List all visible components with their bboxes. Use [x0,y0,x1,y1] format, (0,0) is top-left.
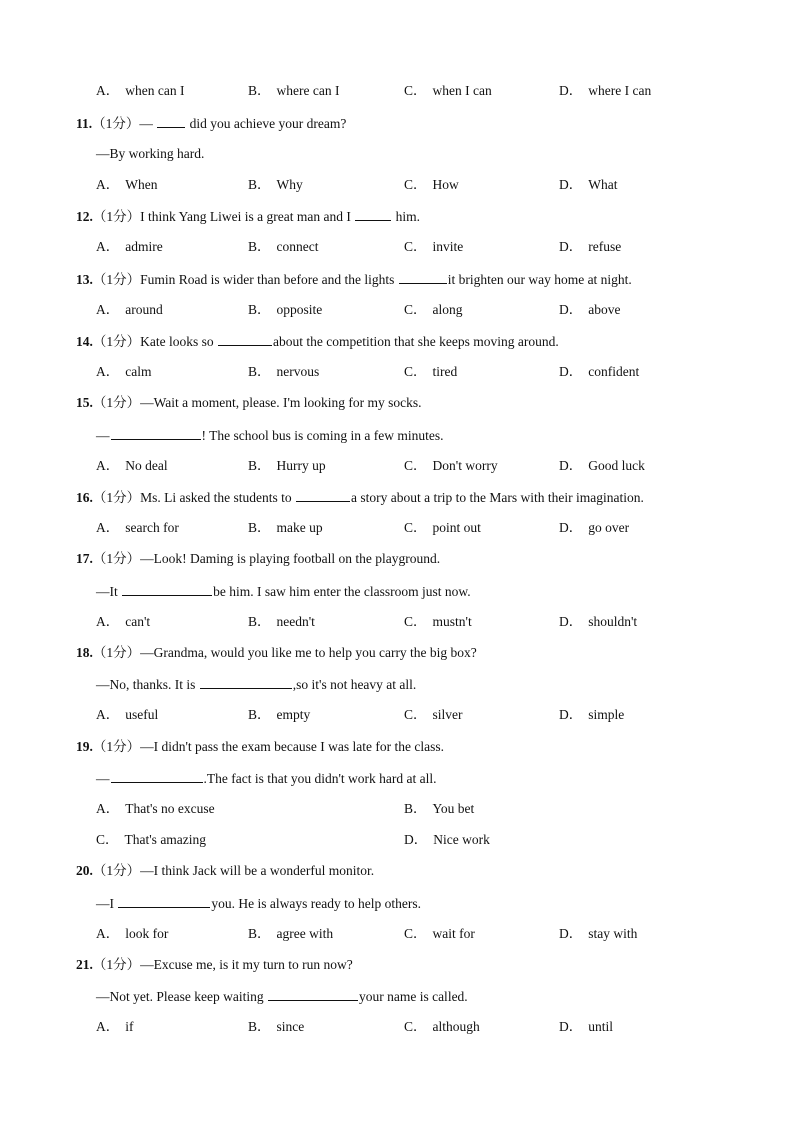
option-text: mustn't [432,614,472,629]
q17-response [96,582,471,601]
question-score: （1分） [92,209,141,224]
option-letter: C． [404,302,427,317]
q11-option-a[interactable] [96,176,157,194]
stem-text: Ms. Li asked the students to [140,490,292,505]
option-text: opposite [276,302,323,317]
question-score: （1分） [92,863,141,878]
option-letter: A． [96,1019,120,1034]
stem-text: —Grandma, would you like me to help you carry the big box? [140,645,477,660]
question-score: （1分） [92,957,141,972]
q21-option-b[interactable] [248,1018,304,1036]
option-letter: D． [559,926,583,941]
response-text: — [96,771,110,786]
option-letter: C． [404,707,427,722]
question-number: 17. [76,551,93,566]
option-letter: C． [404,364,427,379]
option-letter: A． [96,926,120,941]
option-letter: D． [559,458,583,473]
q10-option-b[interactable] [248,82,339,100]
question-number: 11. [76,116,93,131]
option-text: Don't worry [432,458,498,473]
q12-option-a[interactable] [96,238,163,256]
option-letter: A． [96,83,120,98]
option-letter: D． [559,239,583,254]
response-text: —Not yet. Please keep waiting [96,989,264,1004]
option-letter: B． [248,458,271,473]
option-text: connect [276,239,319,254]
q11-stem [76,114,346,133]
option-letter: D． [559,364,583,379]
question-number: 12. [76,209,93,224]
option-text: silver [432,707,463,722]
q20-stem [76,862,374,880]
response-text: ,so it's not heavy at all. [292,677,417,692]
option-letter: C． [404,177,427,192]
answer-blank[interactable] [200,675,292,689]
option-letter: A． [96,177,120,192]
option-text: Hurry up [276,458,326,473]
response-text: you. He is always ready to help others. [211,896,421,911]
q11-option-d[interactable] [559,176,618,194]
stem-text: —Wait a moment, please. I'm looking for my socks. [140,395,422,410]
q19-response [96,769,437,788]
response-text: your name is called. [358,989,468,1004]
stem-text: did you achieve your dream? [189,116,347,131]
q10-option-d[interactable] [559,82,651,100]
option-text: When [125,177,158,192]
stem-text: I think Yang Liwei is a great man and I [140,209,351,224]
response-text: be him. I saw him enter the classroom just now. [213,584,471,599]
q10-option-a[interactable] [96,82,184,100]
option-text: invite [432,239,464,254]
option-letter: B． [248,364,271,379]
q14-option-d[interactable] [559,363,639,381]
q14-option-a[interactable] [96,363,152,381]
option-text: where I can [588,83,652,98]
q19-option-b[interactable] [404,800,474,818]
question-score: （1分） [92,645,141,660]
option-letter: B． [248,520,271,535]
option-text: confident [588,364,640,379]
option-text: make up [276,520,323,535]
option-letter: D． [559,1019,583,1034]
answer-blank[interactable] [268,987,358,1001]
stem-text: him. [395,209,420,224]
question-score: （1分） [92,739,141,754]
answer-blank[interactable] [355,207,391,221]
stem-text: it brighten our way home at night. [447,272,632,287]
option-letter: C． [404,1019,427,1034]
option-text: go over [588,520,630,535]
option-text: refuse [588,239,622,254]
q15-response [96,426,443,445]
question-score: （1分） [92,395,141,410]
option-text: needn't [276,614,315,629]
stem-text: — [139,116,153,131]
question-number: 14. [76,334,93,349]
response-text: —It [96,584,118,599]
option-letter: B． [248,926,271,941]
option-letter: D． [559,83,583,98]
option-text: although [432,1019,480,1034]
q14-option-b[interactable] [248,363,319,381]
option-text: Nice work [433,832,490,847]
q13-stem [76,270,632,289]
option-letter: D． [559,302,583,317]
option-letter: C． [404,614,427,629]
q15-option-c[interactable] [404,457,498,475]
q10-option-c[interactable] [404,82,492,100]
q15-option-d[interactable] [559,457,645,475]
response-text: .The fact is that you didn't work hard at all. [203,771,437,786]
answer-blank[interactable] [218,332,272,346]
option-text: You bet [432,801,475,816]
option-text: calm [125,364,152,379]
response-text: — [96,428,110,443]
q18-stem [76,644,477,662]
answer-blank[interactable] [111,426,201,440]
q20-option-c[interactable] [404,925,475,943]
option-text: around [125,302,163,317]
stem-text: —Excuse me, is it my turn to run now? [140,957,353,972]
option-letter: D． [559,614,583,629]
q13-option-b[interactable] [248,301,322,319]
option-letter: A． [96,707,120,722]
option-text: empty [276,707,311,722]
option-letter: D． [559,520,583,535]
q17-option-c[interactable] [404,613,472,631]
option-letter: C． [404,239,427,254]
q16-option-d[interactable] [559,519,629,537]
q20-response [96,894,421,913]
q21-stem [76,956,353,974]
q17-option-d[interactable] [559,613,637,631]
option-text: when I can [432,83,492,98]
option-text: search for [125,520,179,535]
question-score: （1分） [92,334,141,349]
option-text: That's no excuse [125,801,215,816]
option-letter: C． [404,926,427,941]
option-text: How [432,177,459,192]
option-letter: A． [96,801,120,816]
q17-stem [76,550,440,568]
q13-option-d[interactable] [559,301,620,319]
stem-text: —I think Jack will be a wonderful monitor. [140,863,375,878]
q15-stem [76,394,422,412]
q14-option-c[interactable] [404,363,457,381]
q17-option-b[interactable] [248,613,315,631]
option-letter: A． [96,302,120,317]
q12-option-b[interactable] [248,238,319,256]
option-text: look for [125,926,169,941]
q18-option-d[interactable] [559,706,624,724]
option-text: agree with [276,926,334,941]
option-letter: D． [559,707,583,722]
option-text: wait for [432,926,475,941]
q13-option-a[interactable] [96,301,163,319]
answer-blank[interactable] [122,582,212,596]
option-text: tired [432,364,458,379]
q19-option-c[interactable] [96,831,206,849]
option-letter: D． [559,177,583,192]
option-text: nervous [276,364,320,379]
stem-text: about the competition that she keeps moving around. [273,334,559,349]
question-score: （1分） [92,272,141,287]
option-letter: C． [404,458,427,473]
q12-option-d[interactable] [559,238,621,256]
stem-text: Kate looks so [140,334,214,349]
option-letter: B． [248,302,271,317]
q19-option-a[interactable] [96,800,215,818]
q11-option-c[interactable] [404,176,459,194]
option-text: along [432,302,463,317]
answer-blank[interactable] [157,114,185,128]
option-letter: A． [96,614,120,629]
option-text: No deal [125,458,168,473]
q16-option-a[interactable] [96,519,179,537]
stem-text: —I didn't pass the exam because I was late for the class. [140,739,444,754]
question-score: （1分） [92,116,140,131]
option-letter: B． [248,177,271,192]
q16-option-c[interactable] [404,519,481,537]
q21-option-d[interactable] [559,1018,613,1036]
question-number: 19. [76,739,93,754]
q21-option-a[interactable] [96,1018,134,1036]
q18-option-c[interactable] [404,706,463,724]
q16-stem [76,488,644,507]
q19-option-d[interactable] [404,831,490,849]
option-text: simple [588,707,625,722]
option-text: point out [432,520,481,535]
question-number: 13. [76,272,93,287]
option-text: can't [125,614,151,629]
q11-response: —By working hard. [96,146,205,161]
option-text: if [125,1019,134,1034]
answer-blank[interactable] [111,769,203,783]
q12-option-c[interactable] [404,238,463,256]
q17-option-a[interactable] [96,613,150,631]
option-text: where can I [276,83,340,98]
q18-option-b[interactable] [248,706,310,724]
q20-option-d[interactable] [559,925,637,943]
option-text: Why [276,177,303,192]
answer-blank[interactable] [118,894,210,908]
option-letter: B． [248,1019,271,1034]
option-letter: B． [248,614,271,629]
option-text: stay with [588,926,638,941]
option-letter: B． [248,83,271,98]
q16-option-b[interactable] [248,519,323,537]
q18-option-a[interactable] [96,706,158,724]
option-text: admire [125,239,163,254]
question-score: （1分） [92,490,141,505]
q12-stem [76,207,420,226]
answer-blank[interactable] [399,270,447,284]
option-letter: B． [248,707,271,722]
question-number: 15. [76,395,93,410]
option-letter: A． [96,364,120,379]
q11-option-b[interactable] [248,176,303,194]
option-text: when can I [125,83,185,98]
q14-stem [76,332,559,351]
q13-option-c[interactable] [404,301,463,319]
question-number: 20. [76,863,93,878]
option-text: since [276,1019,305,1034]
question-score: （1分） [92,551,141,566]
question-number: 16. [76,490,93,505]
option-letter: A． [96,239,120,254]
option-text: shouldn't [588,614,638,629]
q19-stem [76,738,444,756]
option-letter: C． [404,520,427,535]
question-number: 18. [76,645,93,660]
option-letter: B． [404,801,427,816]
option-text: above [588,302,621,317]
option-text: What [588,177,618,192]
response-text: ! The school bus is coming in a few minutes. [201,428,444,443]
stem-text: a story about a trip to the Mars with their imagination. [351,490,644,505]
q20-option-b[interactable] [248,925,333,943]
option-letter: D． [404,832,428,847]
q15-option-a[interactable] [96,457,168,475]
stem-text: Fumin Road is wider than before and the lights [140,272,395,287]
option-text: That's amazing [124,832,207,847]
option-text: Good luck [588,458,645,473]
option-letter: A． [96,520,120,535]
question-number: 21. [76,957,93,972]
option-letter: C． [96,832,119,847]
q21-response [96,987,468,1006]
q15-option-b[interactable] [248,457,326,475]
stem-text: —Look! Daming is playing football on the playground. [140,551,441,566]
option-text: until [588,1019,614,1034]
q20-option-a[interactable] [96,925,168,943]
option-letter: B． [248,239,271,254]
option-letter: A． [96,458,120,473]
q21-option-c[interactable] [404,1018,480,1036]
q18-response [96,675,416,694]
option-letter: C． [404,83,427,98]
option-text: useful [125,707,159,722]
response-text: —No, thanks. It is [96,677,196,692]
answer-blank[interactable] [296,488,350,502]
response-text: —I [96,896,114,911]
